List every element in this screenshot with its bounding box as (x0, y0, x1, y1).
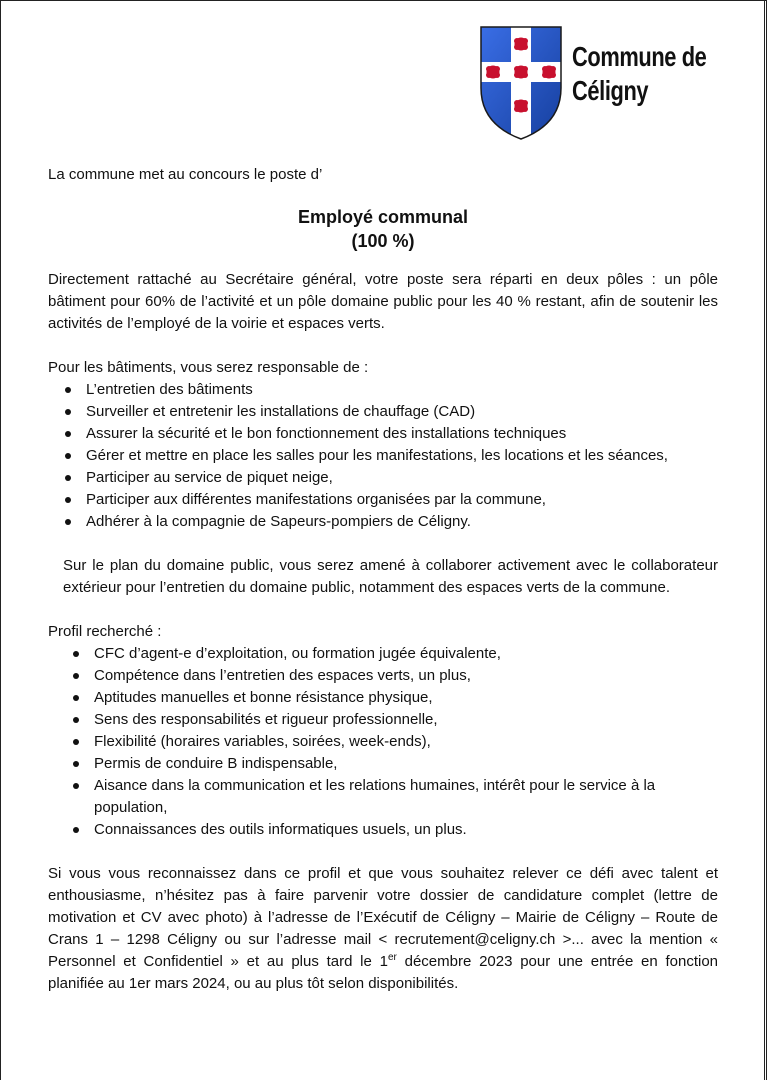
list-item: Flexibilité (horaires variables, soirées, week-ends), (48, 731, 718, 753)
job-title-line2: (100 %) (351, 231, 415, 251)
list-item: Compétence dans l’entretien des espaces verts, un plus, (48, 665, 718, 687)
buildings-heading: Pour les bâtiments, vous serez responsable de : (48, 359, 369, 376)
job-posting-body (48, 164, 718, 995)
list-item: Surveiller et entretenir les installations de chauffage (CAD) (48, 401, 718, 423)
list-item: Participer aux différentes manifestations organisées par la commune, (48, 489, 718, 511)
commune-name-line2: Céligny (572, 75, 649, 106)
buildings-section (48, 357, 718, 599)
lead-paragraph: Directement rattaché au Secrétaire général, votre poste sera réparti en deux pôles : un pôle bâtiment pour 60% de l’activité et un pôle domaine public pour les 40 % restant, afin de soutenir les activités de l’employé de la voirie et espaces verts. (48, 271, 718, 332)
page-border-top (0, 0, 767, 1)
page-border-left (0, 0, 1, 1080)
list-item: Aptitudes manuelles et bonne résistance physique, (48, 687, 718, 709)
list-item: Assurer la sécurité et le bon fonctionnement des installations techniques (48, 423, 718, 445)
commune-name (572, 40, 707, 108)
list-item: Gérer et mettre en place les salles pour les manifestations, les locations et les séances, (48, 445, 718, 467)
list-item: Permis de conduire B indispensable, (48, 753, 718, 775)
application-instructions (48, 863, 718, 995)
profile-list (48, 643, 718, 841)
commune-name-line1: Commune de (572, 41, 707, 72)
job-title-line1: Employé communal (297, 207, 469, 227)
buildings-list (48, 379, 718, 533)
list-item: Adhérer à la compagnie de Sapeurs-pompiers de Céligny. (48, 511, 718, 533)
list-item: Participer au service de piquet neige, (48, 467, 718, 489)
ordinal-suffix: er (387, 952, 397, 963)
coat-of-arms-icon (480, 26, 562, 140)
list-item: Connaissances des outils informatiques usuels, un plus. (48, 819, 718, 841)
commune-logo (480, 26, 710, 142)
public-domain-paragraph: Sur le plan du domaine public, vous serez amené à collaborer activement avec le collaborateur extérieur pour l’entretien du domaine public, notamment des espaces verts de la commune. (63, 557, 718, 596)
page-border-right (764, 0, 765, 1080)
profile-section (48, 621, 718, 841)
intro-line: La commune met au concours le poste d’ (48, 166, 323, 183)
list-item: L’entretien des bâtiments (48, 379, 718, 401)
profile-heading: Profil recherché : (48, 623, 162, 640)
closing-text-part2: décembre 2023 pour une entrée en fonction planifiée au 1er mars 2024, ou au plus tôt selon disponibilités. (48, 953, 719, 992)
list-item: Aisance dans la communication et les relations humaines, intérêt pour le service à la population, (48, 775, 718, 819)
list-item: Sens des responsabilités et rigueur professionnelle, (48, 709, 718, 731)
closing-text-part1: Si vous vous reconnaissez dans ce profil et que vous souhaitez relever ce défi avec talent et enthousiasme, n’hésitez pas à faire parvenir votre dossier de candidature complet (lettre de motivation et CV avec photo) à l’adresse de l’Exécutif de Céligny – Mairie de Céligny – Route de Crans 1 – 1298 Céligny ou sur l’adresse mail < recrutement@celigny.ch >... avec la mention « Personnel et Confidentiel » et au plus tard le 1 (48, 865, 718, 970)
list-item: CFC d’agent-e d’exploitation, ou formation jugée équivalente, (48, 643, 718, 665)
job-title (48, 205, 718, 253)
